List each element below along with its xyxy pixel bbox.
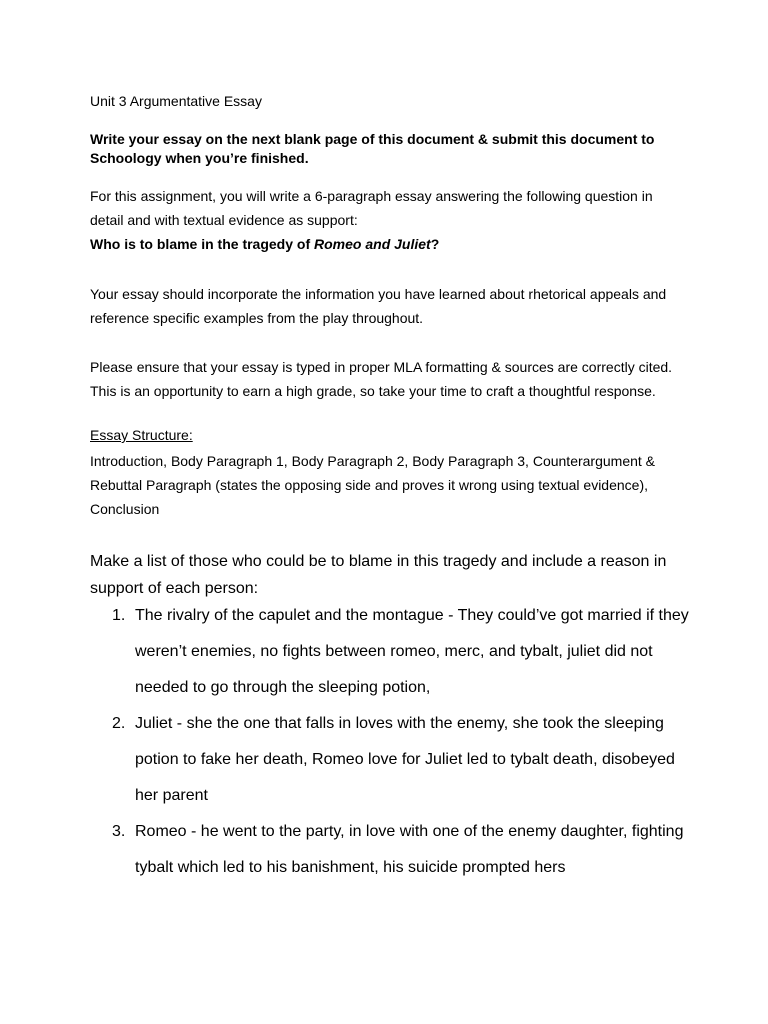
question-suffix: ? — [430, 236, 440, 252]
unit-title: Unit 3 Argumentative Essay — [90, 93, 262, 109]
list-item — [90, 814, 690, 886]
essay-structure-body: Introduction, Body Paragraph 1, Body Paragraph 2, Body Paragraph 3, Counterargument & Rebuttal Paragraph (states the opposing side and proves it wrong using textual evidence), Conclusion — [90, 453, 656, 517]
essay-structure-heading: Essay Structure: — [90, 427, 193, 443]
list-item-text: The rivalry of the capulet and the montague - They could’ve got married if they weren’t enemies, no fights between romeo, merc, and tybalt, juliet did not needed to go through the sleeping potion, — [135, 607, 689, 696]
essay-question — [90, 234, 439, 254]
list-item-number: 3. — [112, 823, 126, 840]
list-item — [90, 598, 690, 706]
blame-list — [90, 598, 690, 886]
list-item-text: Juliet - she the one that falls in loves with the enemy, she took the sleeping potion to fake her death, Romeo love for Juliet led to tybalt death, disobeyed her parent — [135, 715, 675, 804]
rhetorical-appeals-paragraph: Your essay should incorporate the information you have learned about rhetorical appeals and reference specific examples from the play throughout. — [90, 286, 667, 326]
mla-paragraph: Please ensure that your essay is typed in proper MLA formatting & sources are correctly cited. This is an opportunity to earn a high grade, so take your time to craft a thoughtful response. — [90, 359, 673, 399]
list-item-number: 1. — [112, 607, 126, 624]
blame-list-intro: Make a list of those who could be to blame in this tragedy and include a reason in support of each person: — [90, 553, 667, 597]
play-title: Romeo and Juliet — [314, 236, 431, 252]
assignment-intro: For this assignment, you will write a 6-paragraph essay answering the following question in detail and with textual evidence as support: — [90, 188, 653, 228]
question-prefix: Who is to blame in the tragedy of — [90, 236, 315, 252]
list-item-text: Romeo - he went to the party, in love with one of the enemy daughter, fighting tybalt which led to his banishment, his suicide prompted hers — [135, 823, 684, 876]
list-item — [90, 706, 690, 814]
submission-instruction: Write your essay on the next blank page of this document & submit this document to Schoology when you’re finished. — [90, 131, 655, 166]
list-item-number: 2. — [112, 715, 126, 732]
